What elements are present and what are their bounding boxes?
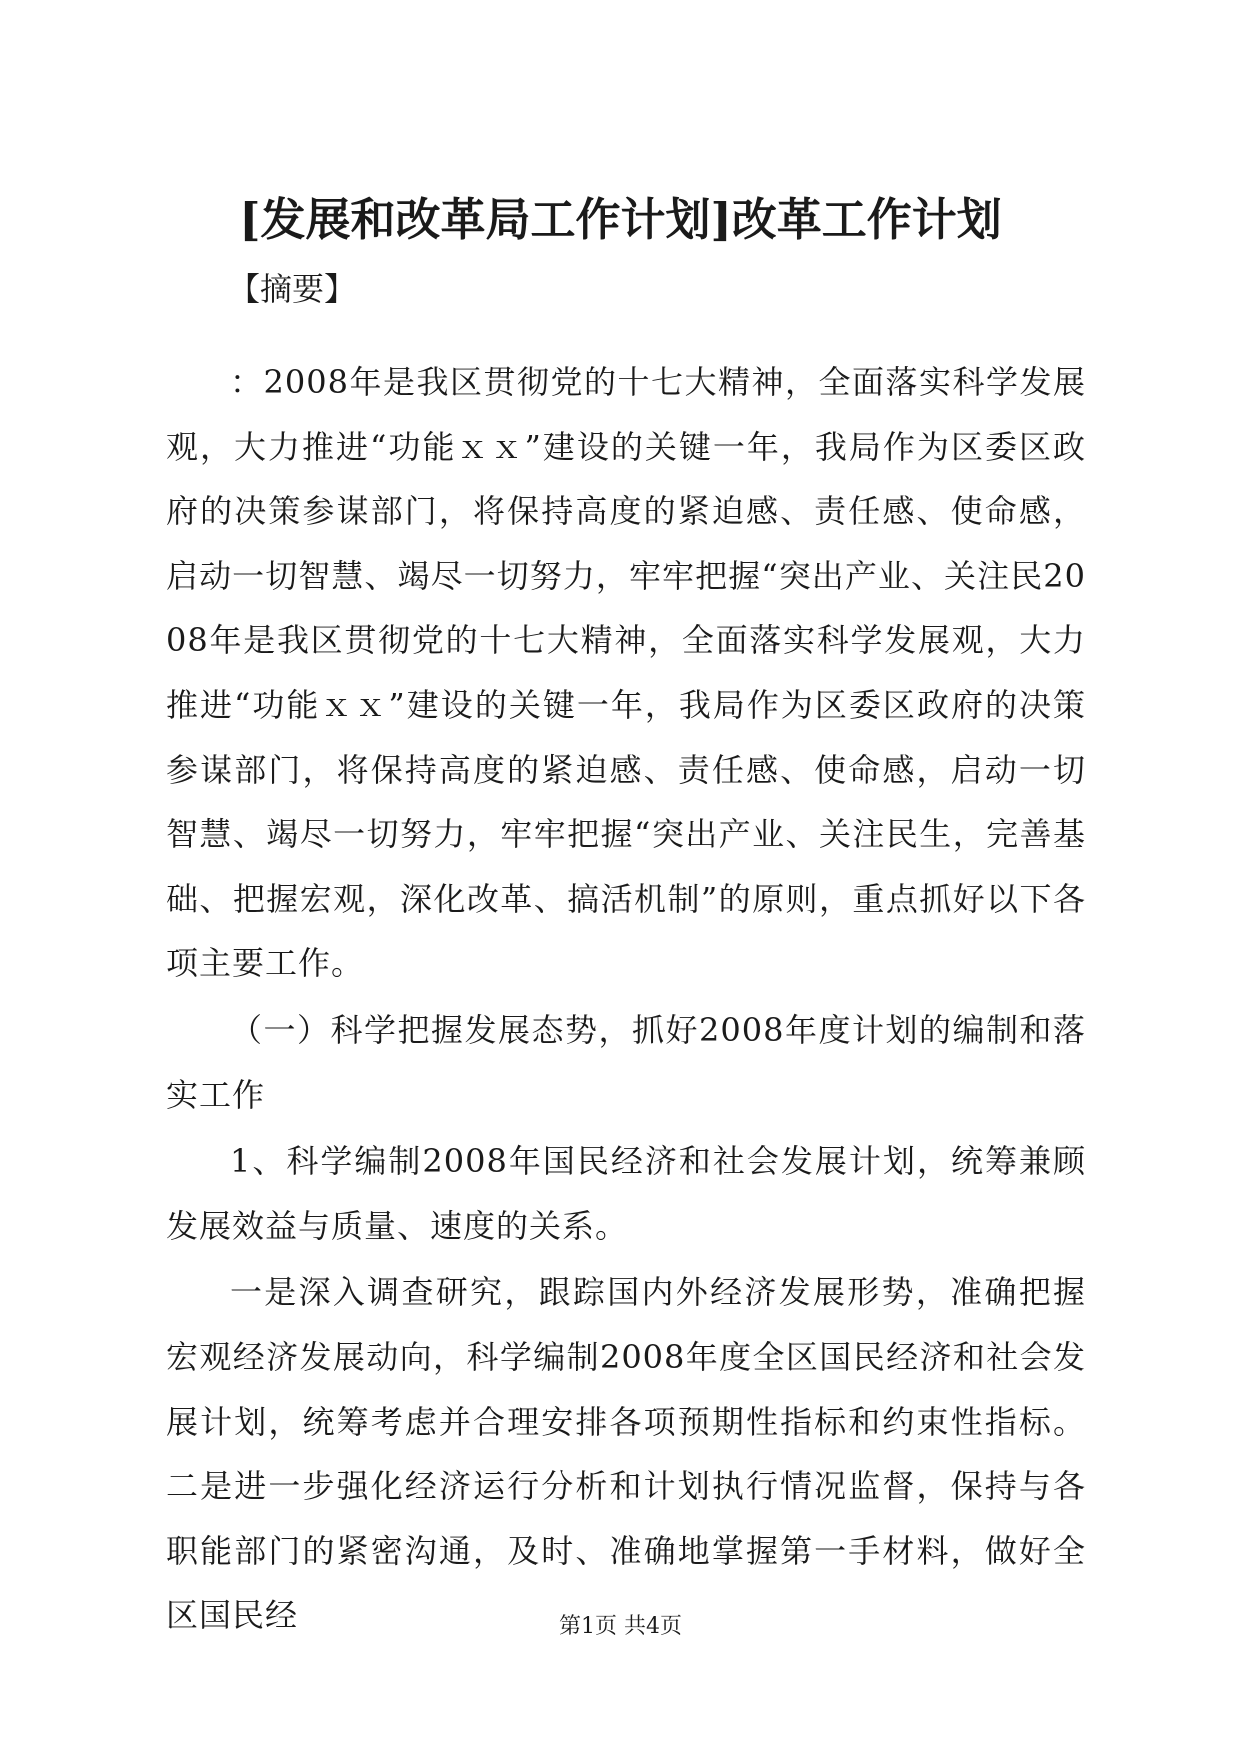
paragraph-3: 1、科学编制2008年国民经济和社会发展计划，统筹兼顾发展效益与质量、速度的关系。 [166, 1142, 1086, 1245]
paragraph-1: ：2008年是我区贯彻党的十七大精神，全面落实科学发展观，大力推进“功能ｘｘ”建设的关键一年，我局作为区委区政府的决策参谋部门，将保持高度的紧迫感、责任感、使命感，启动一切智慧、竭尽一切努力，牢牢把握“突出产业、关注民2008年是我区贯彻党的十七大精神，全面落实科学发展观，大力推进“功能ｘｘ”建设的关键一年，我局作为区委区政府的决策参谋部门，将保持高度的紧迫感、责任感、使命感，启动一切智慧、竭尽一切努力，牢牢把握“突出产业、关注民生，完善基础、把握宏观，深化改革、搞活机制”的原则，重点抓好以下各项主要工作。 [166, 363, 1086, 983]
document-body [166, 350, 1086, 1648]
abstract-label: 【摘要】 [228, 270, 357, 308]
page-footer: 第1页 共4页 [559, 1614, 682, 1639]
document-title: [发展和改革局工作计划]改革工作计划 [239, 193, 1002, 246]
paragraph-4: 一是深入调查研究，跟踪国内外经济发展形势，准确把握宏观经济发展动向，科学编制2008年度全区国民经济和社会发展计划，统筹考虑并合理安排各项预期性指标和约束性指标。二是进一步强化经济运行分析和计划执行情况监督，保持与各职能部门的紧密沟通，及时、准确地掌握第一手材料，做好全区国民经 [166, 1273, 1086, 1635]
paragraph-2: （一）科学把握发展态势，抓好2008年度计划的编制和落实工作 [166, 1010, 1086, 1114]
